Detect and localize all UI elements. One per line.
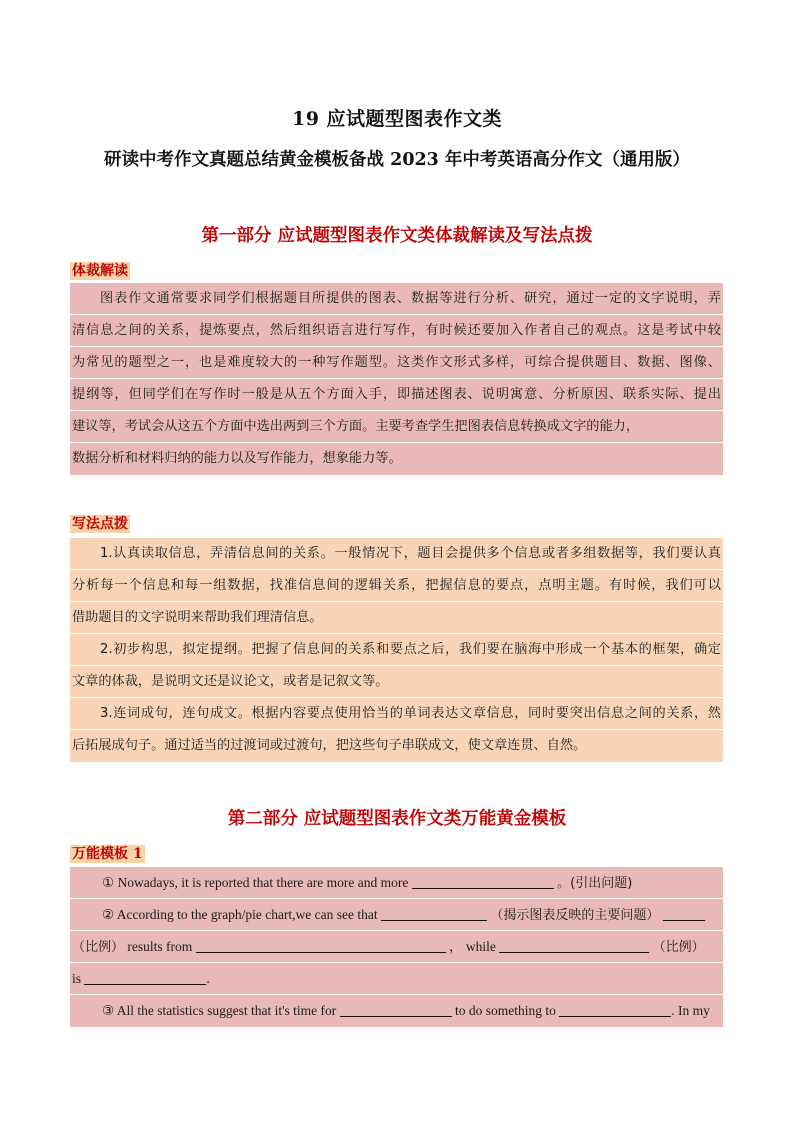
document-subtitle: 研读中考作文真题总结黄金模板备战 2023 年中考英语高分作文（通用版） xyxy=(104,150,690,170)
circled-number-1: ① xyxy=(102,875,115,890)
template-box xyxy=(70,867,723,1027)
template-text: All the statistics suggest that it's time for xyxy=(116,1003,337,1018)
template-text: Nowadays, it is reported that there are more and more xyxy=(117,875,409,890)
circled-number-2: ② xyxy=(102,907,115,922)
fill-blank[interactable] xyxy=(663,906,705,921)
genre-box xyxy=(70,283,723,475)
template-line-3 xyxy=(70,931,723,963)
tips-line: 文章的体裁，是说明文还是议论文，或者是记叙文等。 xyxy=(70,666,723,698)
part1-heading: 第一部分 应试题型图表作文类体裁解读及写法点拨 xyxy=(201,226,593,246)
template-text: . xyxy=(206,971,210,986)
genre-label: 体裁解读 xyxy=(72,263,128,279)
document-title: 19 应试题型图表作文类 xyxy=(291,108,503,130)
template-line-1 xyxy=(70,867,723,899)
template-text: is xyxy=(72,971,82,986)
template-note: （比例） xyxy=(72,940,125,955)
genre-line: 数据分析和材料归纳的能力以及写作能力，想象能力等。 xyxy=(72,451,402,466)
fill-blank[interactable] xyxy=(340,1002,452,1017)
fill-blank[interactable] xyxy=(499,938,649,953)
tips-line: 3.连词成句，连句成文。根据内容要点使用恰当的单词表达文章信息，同时要突出信息之间的关系，然 xyxy=(70,698,723,730)
template-note: 。(引出问题) xyxy=(557,876,633,891)
fill-blank[interactable] xyxy=(84,970,206,985)
template-line-5 xyxy=(70,995,723,1027)
template-text: results from xyxy=(127,939,193,954)
tips-line: 后拓展成句子。通过适当的过渡词或过渡句，把这些句子串联成文，使文章连贯、自然。 xyxy=(72,738,587,753)
genre-line: 图表作文通常要求同学们根据题目所提供的图表、数据等进行分析、研究，通过一定的文字说明，弄 xyxy=(70,283,723,315)
tips-line: 1.认真读取信息，弄清信息间的关系。一般情况下，题目会提供多个信息或者多组数据等，我们要认真 xyxy=(70,538,723,570)
template-text: According to the graph/pie chart,we can see that xyxy=(116,907,378,922)
tips-label: 写法点拨 xyxy=(72,516,128,532)
template-note: （比例） xyxy=(652,940,705,955)
fill-blank[interactable] xyxy=(381,906,487,921)
template-text: to do something to xyxy=(455,1003,556,1018)
tips-line: 2.初步构思，拟定提纲。把握了信息间的关系和要点之后，我们要在脑海中形成一个基本的框架，确定 xyxy=(70,634,723,666)
template-text: ， while xyxy=(449,939,496,954)
template-text: . In my xyxy=(671,1003,710,1018)
fill-blank[interactable] xyxy=(559,1002,671,1017)
fill-blank[interactable] xyxy=(412,874,554,889)
genre-line: 提纲等，但同学们在写作时一般是从五个方面入手，即描述图表、说明寓意、分析原因、联系实际、提出 xyxy=(70,379,723,411)
template-line-2 xyxy=(70,899,723,931)
part2-heading: 第二部分 应试题型图表作文类万能黄金模板 xyxy=(227,809,567,829)
genre-line: 为常见的题型之一，也是难度较大的一种写作题型。这类作文形式多样，可综合提供题目、数据、图像、 xyxy=(70,347,723,379)
circled-number-3: ③ xyxy=(102,1003,115,1018)
template-label: 万能模板 1 xyxy=(72,846,143,862)
template-line-4 xyxy=(70,963,723,995)
tips-line: 借助题目的文字说明来帮助我们理清信息。 xyxy=(70,602,723,634)
fill-blank[interactable] xyxy=(196,938,446,953)
genre-line: 清信息之间的关系，提炼要点，然后组织语言进行写作，有时候还要加入作者自己的观点。这是考试中较 xyxy=(70,315,723,347)
tips-box xyxy=(70,538,723,762)
template-note: （揭示图表反映的主要问题） xyxy=(490,908,660,923)
genre-line: 建议等，考试会从这五个方面中选出两到三个方面。主要考查学生把图表信息转换成文字的能力， xyxy=(70,411,723,443)
tips-line: 分析每一个信息和每一组数据，找准信息间的逻辑关系，把握信息的要点，点明主题。有时候，我们可以 xyxy=(70,570,723,602)
